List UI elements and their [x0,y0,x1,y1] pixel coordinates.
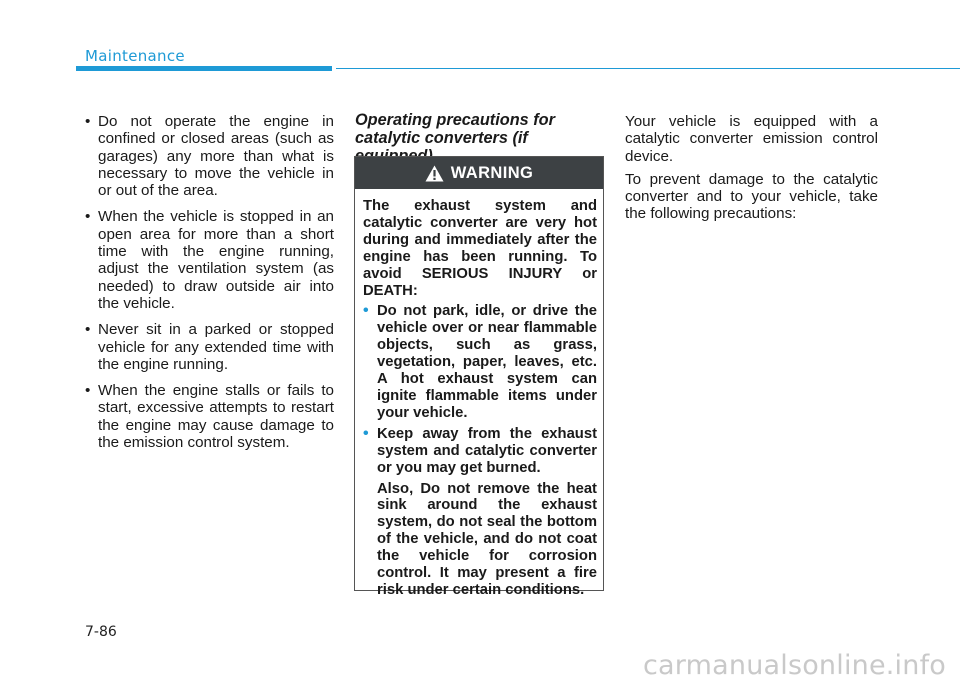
warning-box [354,156,604,598]
precaution-list [84,113,334,451]
warning-label: WARNING [450,163,534,182]
list-item: • Do not park, idle, or drive the vehicle over or near flammable objects, such as grass, vegetation, paper, leaves, etc. A hot exhaust system can ignite flammable items under your vehicle. [363,302,597,421]
list-item: • Do not operate the engine in confined or closed areas (such as garages) any more than what is necessary to move the vehicle in or out of the area. [85,113,334,200]
watermark: carmanualsonline.info [643,650,946,681]
warning-note: Also, Do not remove the heat sink around the exhaust system, do not seal the bottom of the vehicle, and do not coat the vehicle for corrosion control. It may present a fire risk under certain conditions. [377,480,597,598]
warning-body [355,189,603,599]
list-item: • Never sit in a parked or stopped vehicle for any extended time with the engine running. [85,321,334,373]
warning-header [355,157,603,189]
list-item: • Keep away from the exhaust system and catalytic converter or you may get burned. Also, Do not remove the heat sink around the exhaust system, do not seal the bottom of the vehicle, and do not coat the vehicle for corrosion control. It may present a fire risk under certain conditions. [363,424,597,598]
warning-intro: The exhaust system and catalytic converter are very hot during and immediately after the engine has been running. To avoid SERIOUS INJURY or DEATH: [363,198,597,299]
left-column [84,113,334,460]
paragraph: Your vehicle is equipped with a catalytic converter emission control device. [625,113,878,165]
paragraph: To prevent damage to the catalytic converter and to your vehicle, take the following precautions: [625,170,878,223]
page-number: 7-86 [85,624,117,640]
warning-list [363,303,597,598]
subsection-title: Operating precautions for catalytic converters (if [355,111,555,147]
warning-triangle-icon [425,165,444,182]
header-rule-thin [336,68,960,69]
section-title: Maintenance [85,47,185,65]
header-rule-thick [76,66,332,71]
list-item: • When the engine stalls or fails to start, excessive attempts to restart the engine may cause damage to the emission control system. [85,382,334,452]
right-column [625,113,878,229]
list-item: • When the vehicle is stopped in an open area for more than a short time with the engine running, adjust the ventilation system (as needed) to draw outside air into the vehicle. [85,208,334,312]
